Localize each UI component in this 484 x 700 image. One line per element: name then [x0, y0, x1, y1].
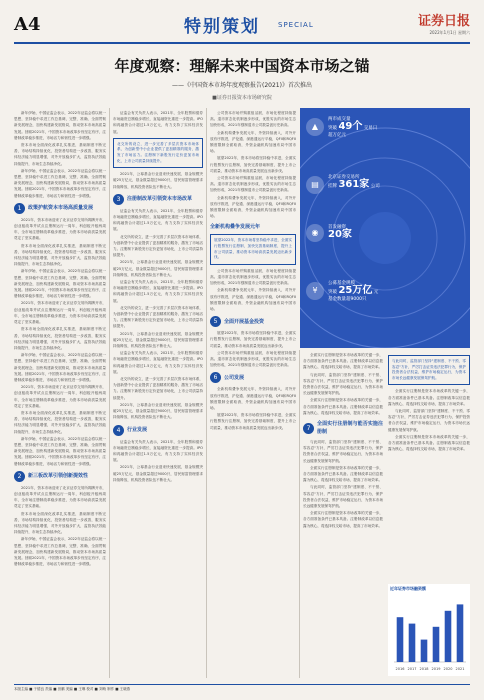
paragraph: 新年伊始，中国证监会表示，2022年证监会将以统一思想，坚持稳中求进工作总基调，完整、准确、全面贯彻新发展理念，加快构建新发展格局，推动资本市场高质量发展。回顾2021年，中国资本市场改革步伐坚定有序，注册制改革稳步推进，市场活力和韧性进一步增强。: [14, 537, 106, 567]
column-divider: [109, 108, 110, 678]
paragraph: 全面实行注册制是资本市场改革的关键一步，各方面准备条件已基本具备。注册制改革以信息披露为核心，将选择权交给市场，提高了市场效率。: [388, 389, 470, 406]
paragraph: 2021年，公募基金行业迎来快速发展，基金规模突破25万亿元，基金数量超过9000只，居民财富管理需求持续释放，机构投资者队伍不断壮大。: [113, 465, 203, 482]
bar-chart: [388, 584, 470, 676]
stat-label: 两市成交量: [328, 117, 351, 122]
paragraph: 公司资本市场并购重组活跃，市场化程度持续提高。退市常态化机制逐步形成，优胜劣汰的市场生态加快形成，2021年强制退市公司数量创历史新高。: [210, 350, 296, 368]
section-heading: [113, 194, 203, 205]
side-heading: [210, 223, 296, 231]
article-column-5: [388, 352, 470, 580]
paragraph: 全新机构叠争发展元年，外资持续流入，对外开放有序推进，沪伦通、深港通运行平稳，QFII和RQFII额度限制全面取消，外资金融机构加速布局中国市场。: [210, 288, 296, 312]
paragraph: 与此同时，监管部门坚持"建制度、不干预、零容忍"方针，严厉打击证券违法犯罪行为，保护投资者合法权益，维护市场稳定运行，为资本市场长远健康发展保驾护航。: [303, 485, 383, 509]
bar: [457, 604, 464, 662]
section-heading: [303, 420, 383, 436]
paragraph: 展望2022年，资本市场将坚持稳中求进，全面实行股票发行注册制，加快完善基础制度，提升上市公司质量，推动资本市场高质量发展迈出新步伐。: [210, 413, 296, 430]
paragraph: 2021年，公募基金行业迎来快速发展，基金规模突破25万亿元，基金数量超过9000只，居民财富管理需求持续释放，机构投资者队伍不断壮大。: [113, 260, 203, 277]
paragraph: 资本市场全面深化改革扎实推进，基础制度不断完善，市场结构持续优化，投资者结构进一步改善，服务实体经济能力明显增强，对外开放稳步扩大，监管执法效能持续提升，市场生态持续净化。: [14, 243, 106, 267]
coin-icon: ¥: [306, 282, 324, 300]
issue-date: 2022年1月1日 星期六: [429, 30, 470, 35]
paragraph: 全面实行注册制是资本市场改革的关键一步，各方面准备条件已基本具备。注册制改革以信息披露为核心，将选择权交给市场，提高了市场效率。: [388, 434, 470, 452]
stat-value: 25万亿: [338, 285, 373, 296]
paragraph: 2021年，资本市场迎来了北京证券交易所揭牌开市，创业板改革并试点注册制运行一周年，科创板开板两周年，全市场注册制改革稳步推进，为资本市场高质量发展奠定了坚实基础。: [14, 301, 106, 325]
paragraph: 全新机构叠争发展元年，外资持续流入，对外开放有序推进，沪伦通、深港通运行平稳，QFII和RQFII额度限制全面取消，外资金融机构加速布局中国市场。: [210, 387, 296, 411]
section-title-en: SPECIAL: [278, 21, 314, 29]
stat-value: 49个: [338, 121, 363, 132]
stat-suffix: 交易日: [363, 126, 378, 131]
stat-label: 首发融资: [328, 225, 346, 230]
section-heading: [14, 471, 106, 482]
bell-icon: ◉: [306, 224, 324, 242]
paragraph: 公司资本市场并购重组活跃，市场化程度持续提高。退市常态化机制逐步形成，优胜劣汰的市场生态加快形成，2021年强制退市公司数量创历史新高。: [210, 176, 296, 193]
x-tick-label: 2018: [419, 667, 429, 671]
paragraph: 2021年，公募基金行业迎来快速发展，基金规模突破25万亿元，基金数量超过9000只，居民财富管理需求持续释放，机构投资者队伍不断壮大。: [113, 172, 203, 189]
paragraph: 证监会有关负责人表示，2021年，全年股票和债券市场融资总额稳步增长，直接融资比重进一步提高。IPO和再融资合计超过1.5万亿元，有力支持了实体经济发展。: [113, 280, 203, 303]
x-tick-label: 2019: [431, 667, 441, 671]
paragraph: 新年伊始，中国证监会表示，2022年证监会将以统一思想，坚持稳中求进工作总基调，完整、准确、全面贯彻新发展理念，加快构建新发展格局，推动资本市场高质量发展。回顾2021年，中国资本市场改革步伐坚定有序，注册制改革稳步推进，市场活力和韧性进一步增强。: [14, 436, 106, 466]
paragraph: 北交所的设立，进一步完善了多层次资本市场体系，为创新型中小企业提供了更加精准的服务，激发了市场活力。注册制下新股发行定价更加市场化，上市公司质量持续提升。: [113, 305, 203, 329]
bar: [409, 624, 416, 662]
section-number: 3: [113, 194, 124, 205]
article-column-4: [303, 352, 383, 678]
page-number: A4: [14, 14, 41, 35]
stat-extra: 基金数量超9000只: [328, 297, 367, 302]
paragraph: 2021年，公募基金行业迎来快速发展，基金规模突破25万亿元，基金数量超过9000只，居民财富管理需求持续释放，机构投资者队伍不断壮大。: [113, 402, 203, 420]
paragraph: 2021年，资本市场迎来了北京证券交易所揭牌开市，创业板改革并试点注册制运行一周年，科创板开板两周年，全市场注册制改革稳步推进，为资本市场高质量发展奠定了坚实基础。: [14, 485, 106, 509]
stat-suffix: 元: [373, 290, 379, 295]
paragraph: 全面实行注册制是资本市场改革的关键一步，各方面准备条件已基本具备。注册制改革以信息披露为核心，将选择权交给市场，提高了市场效率。: [303, 398, 383, 415]
paragraph: 全新机构叠争发展元年，外资持续流入，对外开放有序推进，沪伦通、深港通运行平稳，QFII和RQFII额度限制全面取消，外资金融机构加速布局中国市场。: [210, 195, 296, 219]
bar: [421, 640, 428, 662]
paragraph: 资本市场全面深化改革扎实推进，基础制度不断完善，市场结构持续优化，投资者结构进一步改善，服务实体经济能力明显增强，对外开放稳步扩大，监管执法效能持续提升，市场生态持续净化。: [14, 327, 106, 350]
paragraph: 证监会有关负责人表示，2021年，全年股票和债券市场融资总额稳步增长，直接融资比重进一步提高。IPO和再融资合计超过1.5万亿元，有力支持了实体经济发展。: [113, 111, 203, 134]
section-heading: [210, 372, 296, 383]
stat-extra: 超万亿元: [328, 133, 346, 138]
section-label: 全面开展基金投资: [224, 318, 265, 325]
page-footer: 本版主编 ■ 于德良 责编 ■ 田鹏 美编 ■ 王琳 校对 ■ 刘萌 制作 ■ 王晓燕: [14, 684, 470, 692]
paragraph: 公司资本市场并购重组活跃，市场化程度持续提高。退市常态化机制逐步形成，优胜劣汰的市场生态加快形成，2021年强制退市公司数量创历史新高。: [210, 268, 296, 286]
section-number: 6: [210, 372, 221, 383]
x-tick-label: 2017: [407, 667, 417, 671]
paragraph: 2021年，资本市场迎来了北京证券交易所揭牌开市，创业板改革并试点注册制运行一周年，科创板开板两周年，全市场注册制改革稳步推进，为资本市场高质量发展奠定了坚实基础。: [14, 217, 106, 241]
chart-plot: [388, 594, 470, 674]
paragraph: 全面实行注册制是资本市场改革的关键一步，各方面准备条件已基本具备。注册制改革以信息披露为核心，将选择权交给市场，提高了市场效率。: [303, 353, 383, 370]
stat-prefix: 挂牌: [328, 184, 337, 189]
bar: [445, 611, 452, 662]
paragraph: 与此同时，监管部门坚持"建制度、不干预、零容忍"方针，严厉打击证券违法犯罪行为，保护投资者合法权益，维护市场稳定运行，为资本市场长远健康发展保驾护航。: [388, 408, 470, 432]
paragraph: 资本市场全面深化改革扎实推进，基础制度不断完善，市场结构持续优化，投资者结构进一步改善，服务实体经济能力明显增强，对外开放稳步扩大，监管执法效能持续提升，市场生态持续净化。: [14, 410, 106, 434]
bar: [433, 627, 440, 662]
stat-item-3: [328, 224, 458, 240]
side-heading-label: 全新机构叠争发展元年: [210, 224, 261, 231]
article-column-3: [210, 110, 296, 678]
section-number: 7: [303, 423, 314, 434]
section-label: 全面实行注册制与能否实施注册制: [317, 421, 383, 436]
stat-item-2: [328, 174, 458, 190]
chart-icon: ▲: [306, 118, 324, 136]
paragraph: 资本市场全面深化改革扎实推进，基础制度不断完善，市场结构持续优化，投资者结构进一步改善，服务实体经济能力明显增强，对外开放稳步扩大，监管执法效能持续提升，市场生态持续净化。: [14, 511, 106, 535]
highlight-box: 北交所的设立，进一步完善了多层次资本市场体系，为创新型中小企业提供了更加精准的服务，激发了市场活力。注册制下新股发行定价更加市场化，上市公司质量持续提升。: [113, 138, 203, 168]
section-number: 4: [113, 425, 124, 436]
stat-label: 北京证券交易所: [328, 175, 360, 180]
paragraph: 全新机构叠争发展元年，外资持续流入，对外开放有序推进，沪伦通、深港通运行平稳，QFII和RQFII额度限制全面取消，外资金融机构加速布局中国市场。: [210, 130, 296, 154]
bar: [397, 617, 404, 662]
section-label: 行业发展: [127, 427, 148, 433]
section-label: 注册制改革引领资本市场改革: [127, 196, 193, 203]
article-column-2: [113, 110, 203, 678]
stat-value: 361家: [338, 179, 370, 190]
section-heading: [113, 425, 203, 436]
stat-prefix: 突破: [328, 126, 337, 131]
article-title: 年度观察：理解未来中国资本市场之锚: [114, 57, 370, 75]
paragraph: 证监会有关负责人表示，2021年，全年股票和债券市场融资总额稳步增长，直接融资比重进一步提高。IPO和再融资合计超过1.5万亿元，有力支持了实体经济发展。: [113, 208, 203, 232]
infographic-panel: [300, 108, 470, 348]
stat-suffix: 公司: [370, 184, 380, 189]
section-label: 政策护航资本市场高质量发展: [28, 205, 94, 212]
paragraph: 2021年，公募基金行业迎来快速发展，基金规模突破25万亿元，基金数量超过9000只，居民财富管理需求持续释放，机构投资者队伍不断壮大。: [113, 331, 203, 349]
page-header: [14, 8, 470, 44]
paragraph: 证监会有关负责人表示，2021年，全年股票和债券市场融资总额稳步增长，直接融资比重进一步提高。IPO和再融资合计超过1.5万亿元，有力支持了实体经济发展。: [113, 351, 203, 374]
highlight-box: 与此同时，监管部门坚持"建制度、不干预、零容忍"方针，严厉打击证券违法犯罪行为，保护投资者合法权益，维护市场稳定运行，为资本市场长远健康发展保驾护航。: [388, 355, 470, 385]
paragraph: 展望2022年，资本市场将坚持稳中求进，全面实行股票发行注册制，加快完善基础制度，提升上市公司质量，推动资本市场高质量发展迈出新步伐。: [210, 156, 296, 173]
paragraph: 新年伊始，中国证监会表示，2022年证监会将以统一思想，坚持稳中求进工作总基调，完整、准确、全面贯彻新发展理念，加快构建新发展格局，推动资本市场高质量发展。回顾2021年，中国资本市场改革步伐坚定有序，注册制改革稳步推进，市场活力和韧性进一步增强。: [14, 111, 106, 140]
section-label: 公司发展: [224, 374, 245, 381]
highlight-box: 展望2022年，资本市场将坚持稳中求进，全面实行股票发行注册制，加快完善基础制度，提升上市公司质量，推动资本市场高质量发展迈出新步伐。: [210, 234, 296, 264]
section-heading: [14, 203, 106, 214]
x-tick-label: 2020: [443, 667, 453, 671]
stat-prefix: 突破: [328, 290, 337, 295]
paragraph: 资本市场全面深化改革扎实推进，基础制度不断完善，市场结构持续优化，投资者结构进一步改善，服务实体经济能力明显增强，对外开放稳步扩大，监管执法效能持续提升，市场生态持续净化。: [14, 143, 106, 166]
column-divider: [299, 350, 300, 678]
section-number: 5: [210, 316, 221, 327]
section-label: 新三板改革引领创新提效性: [28, 473, 89, 480]
stat-label: 公募基金规模: [328, 281, 355, 286]
paragraph: 与此同时，监管部门坚持"建制度、不干预、零容忍"方针，严厉打击证券违法犯罪行为，保护投资者合法权益，维护市场稳定运行，为资本市场长远健康发展保驾护航。: [303, 440, 383, 463]
paragraph: 2021年，资本市场迎来了北京证券交易所揭牌开市，创业板改革并试点注册制运行一周年，科创板开板两周年，全市场注册制改革稳步推进，为资本市场高质量发展奠定了坚实基础。: [14, 385, 106, 408]
paragraph: 公司资本市场并购重组活跃，市场化程度持续提高。退市常态化机制逐步形成，优胜劣汰的市场生态加快形成，2021年强制退市公司数量创历史新高。: [210, 111, 296, 128]
paragraph: 新年伊始，中国证监会表示，2022年证监会将以统一思想，坚持稳中求进工作总基调，完整、准确、全面贯彻新发展理念，加快构建新发展格局，推动资本市场高质量发展。回顾2021年，中国资本市场改革步伐坚定有序，注册制改革稳步推进，市场活力和韧性进一步增强。: [14, 269, 106, 299]
x-tick-label: 2021: [455, 667, 465, 671]
stat-item-4: [328, 280, 458, 303]
paragraph: 全面实行注册制是资本市场改革的关键一步，各方面准备条件已基本具备。注册制改革以信息披露为核心，将选择权交给市场，提高了市场效率。: [303, 511, 383, 528]
paragraph: 新年伊始，中国证监会表示，2022年证监会将以统一思想，坚持稳中求进工作总基调，完整、准确、全面贯彻新发展理念，加快构建新发展格局，推动资本市场高质量发展。回顾2021年，中国资本市场改革步伐坚定有序，注册制改革稳步推进，市场活力和韧性进一步增强。: [14, 168, 106, 198]
article-byline: ■证券日报资本市场研究院: [212, 95, 272, 101]
paragraph: 新年伊始，中国证监会表示，2022年证监会将以统一思想，坚持稳中求进工作总基调，完整、准确、全面贯彻新发展理念，加快构建新发展格局，推动资本市场高质量发展。回顾2021年，中国资本市场改革步伐坚定有序，注册制改革稳步推进，市场活力和韧性进一步增强。: [14, 353, 106, 382]
newspaper-logo: 证券日报: [417, 14, 470, 29]
article-column-1: [14, 110, 106, 678]
x-tick-label: 2016: [395, 667, 405, 671]
chart-title: 近年证券市场融资额: [390, 586, 426, 591]
paragraph: 与此同时，监管部门坚持"建制度、不干预、零容忍"方针，严厉打击证券违法犯罪行为，保护投资者合法权益，维护市场稳定运行，为资本市场长远健康发展保驾护航。: [303, 372, 383, 396]
section-number: 1: [14, 203, 25, 214]
article-subtitle: ——《中国资本市场年度观察报告(2021)》首次推出: [172, 82, 312, 89]
paragraph: 北交所的设立，进一步完善了多层次资本市场体系，为创新型中小企业提供了更加精准的服务，激发了市场活力。注册制下新股发行定价更加市场化，上市公司质量持续提升。: [113, 377, 203, 400]
column-divider: [206, 108, 207, 678]
paragraph: 展望2022年，资本市场将坚持稳中求进，全面实行股票发行注册制，加快完善基础制度，提升上市公司质量，推动资本市场高质量发展迈出新步伐。: [210, 331, 296, 348]
section-title: 特别策划: [184, 17, 260, 37]
building-icon: ▤: [306, 176, 324, 194]
section-heading: [210, 316, 296, 327]
paragraph: 证监会有关负责人表示，2021年，全年股票和债券市场融资总额稳步增长，直接融资比重进一步提高。IPO和再融资合计超过1.5万亿元，有力支持了实体经济发展。: [113, 439, 203, 463]
stat-item-1: [328, 116, 458, 139]
stat-value: 20家: [328, 229, 352, 240]
paragraph: 北交所的设立，进一步完善了多层次资本市场体系，为创新型中小企业提供了更加精准的服务，激发了市场活力。注册制下新股发行定价更加市场化，上市公司质量持续提升。: [113, 234, 203, 258]
section-number: 2: [14, 471, 25, 482]
paragraph: 全面实行注册制是资本市场改革的关键一步，各方面准备条件已基本具备。注册制改革以信息披露为核心，将选择权交给市场，提高了市场效率。: [303, 465, 383, 483]
